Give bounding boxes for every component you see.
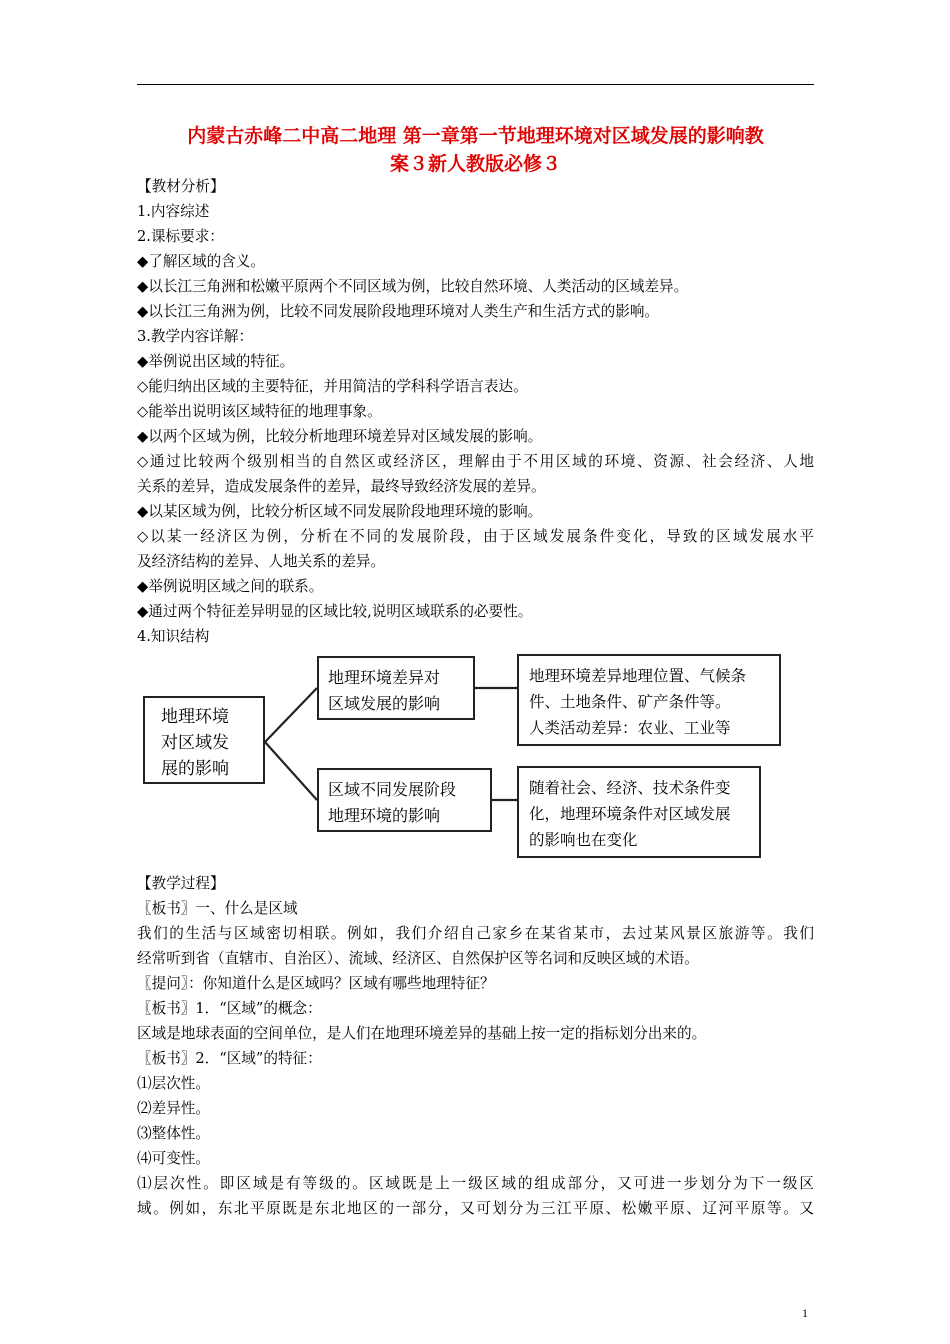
page-number: 1 bbox=[802, 1306, 808, 1320]
detail-node-line: 随着社会、经济、技术条件变 bbox=[529, 779, 731, 797]
title-line-2: 案３新人教版必修３ bbox=[389, 153, 561, 175]
detail-node-differences bbox=[517, 654, 781, 746]
text-line: ⑶整体性。 bbox=[137, 1125, 210, 1142]
text-line: ⑵差异性。 bbox=[137, 1100, 210, 1117]
document-title bbox=[137, 122, 814, 178]
text-line: ◇能归纳出区域的主要特征，并用简洁的学科科学语言表达。 bbox=[137, 378, 528, 395]
root-node-line: 对区域发 bbox=[161, 733, 229, 753]
text-line: 区域是地球表面的空间单位，是人们在地理环境差异的基础上按一定的指标划分出来的。 bbox=[137, 1025, 707, 1042]
text-line: 〖板书〗一、什么是区域 bbox=[137, 900, 298, 917]
branch-node-development-stage bbox=[317, 768, 492, 832]
text-line: ⑴层次性。 bbox=[137, 1075, 210, 1092]
detail-node-line: 化，地理环境条件对区域发展 bbox=[529, 805, 731, 823]
text-line: 1.内容综述 bbox=[137, 203, 210, 220]
root-node bbox=[143, 696, 265, 784]
branch-node-line: 区域发展的影响 bbox=[328, 694, 441, 713]
detail-node-changing-conditions bbox=[517, 766, 761, 858]
branch-node-line: 地理环境的影响 bbox=[328, 806, 441, 825]
text-line: 我们的生活与区域密切相联。例如，我们介绍自己家乡在某省某市，去过某风景区旅游等。我们 bbox=[137, 925, 814, 942]
text-line: ◆以长江三角洲为例，比较不同发展阶段地理环境对人类生产和生活方式的影响。 bbox=[137, 303, 660, 320]
text-line: 域。例如，东北平原既是东北地区的一部分，又可划分为三江平原、松嫩平原、辽河平原等。又 bbox=[137, 1200, 814, 1217]
text-line: ◆通过两个特征差异明显的区域比较,说明区域联系的必要性。 bbox=[137, 603, 533, 620]
text-line: ◇能举出说明该区域特征的地理事象。 bbox=[137, 403, 382, 420]
text-line: ◆以某区域为例，比较分析区域不同发展阶段地理环境的影响。 bbox=[137, 503, 543, 520]
section-teaching-process bbox=[137, 871, 814, 1221]
text-line: ◆了解区域的含义。 bbox=[137, 253, 265, 270]
detail-node-line: 件、土地条件、矿产条件等。 bbox=[529, 693, 731, 711]
detail-node-line: 的影响也在变化 bbox=[529, 831, 638, 849]
text-line: ◇通过比较两个级别相当的自然区或经济区，理解由于不用区域的环境、资源、社会经济、人地 bbox=[137, 453, 814, 470]
text-line: ◆举例说明区域之间的联系。 bbox=[137, 578, 324, 595]
connector-root-to-branch2 bbox=[265, 742, 317, 800]
text-line: ◇以某一经济区为例，分析在不同的发展阶段，由于区域发展条件变化，导致的区域发展水平 bbox=[137, 528, 814, 545]
branch-node-regional-difference bbox=[317, 656, 475, 720]
text-line: 〖板书〗1．“区域”的概念： bbox=[137, 1000, 322, 1017]
text-line: ◆以两个区域为例，比较分析地理环境差异对区域发展的影响。 bbox=[137, 428, 543, 445]
text-line: 【教材分析】 bbox=[137, 178, 225, 195]
text-line: 〖板书〗2．“区域”的特征： bbox=[137, 1050, 322, 1067]
text-line: 2.课标要求： bbox=[137, 228, 224, 245]
text-line: 〖提问〗：你知道什么是区域吗？区域有哪些地理特征？ bbox=[137, 975, 495, 992]
text-line: 4.知识结构 bbox=[137, 628, 210, 645]
text-line: ⑴层次性。即区域是有等级的。区域既是上一级区域的组成部分，又可进一步划分为下一级区 bbox=[137, 1175, 814, 1192]
text-line: 关系的差异，造成发展条件的差异，最终导致经济发展的差异。 bbox=[137, 478, 546, 495]
detail-node-line: 地理环境差异地理位置、气候条 bbox=[529, 667, 747, 685]
detail-node-line: 人类活动差异：农业、工业等 bbox=[529, 719, 731, 737]
text-line: 及经济结构的差异、人地关系的差异。 bbox=[137, 553, 386, 570]
text-line: ◆举例说出区域的特征。 bbox=[137, 353, 295, 370]
root-node-line: 展的影响 bbox=[161, 759, 229, 779]
branch-node-line: 地理环境差异对 bbox=[328, 668, 441, 687]
text-line: ⑷可变性。 bbox=[137, 1150, 210, 1167]
connector-root-to-branch1 bbox=[265, 688, 317, 742]
text-line: 经常听到省（直辖市、自治区）、流域、经济区、自然保护区等名词和反映区域的术语。 bbox=[137, 950, 699, 967]
title-line-1: 内蒙古赤峰二中高二地理 第一章第一节地理环境对区域发展的影响教 bbox=[187, 125, 764, 147]
text-line: 【教学过程】 bbox=[137, 875, 225, 892]
text-line: ◆以长江三角洲和松嫩平原两个不同区域为例，比较自然环境、人类活动的区域差异。 bbox=[137, 278, 689, 295]
text-line: 3.教学内容详解： bbox=[137, 328, 254, 345]
header-rule bbox=[137, 84, 814, 85]
branch-node-line: 区域不同发展阶段 bbox=[328, 780, 457, 799]
root-node-line: 地理环境 bbox=[161, 707, 229, 727]
section-textbook-analysis bbox=[137, 174, 814, 649]
